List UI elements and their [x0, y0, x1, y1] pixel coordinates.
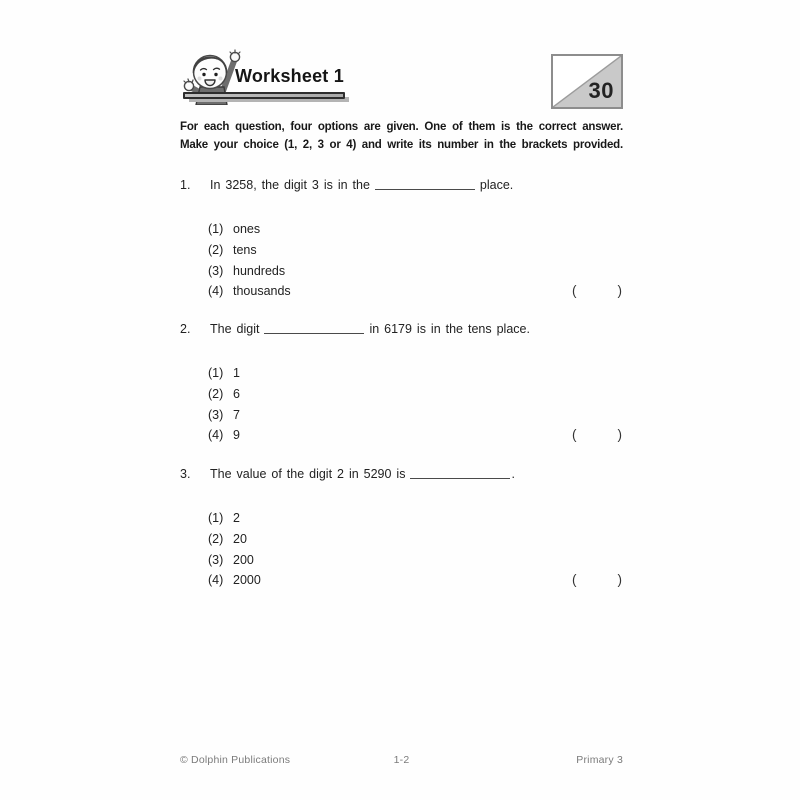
option-row: [208, 427, 623, 443]
option-label: 2: [233, 511, 240, 525]
bracket-close: ): [617, 283, 622, 299]
worksheet-header: [180, 45, 623, 117]
option-number: (4): [208, 573, 224, 588]
options-list: [208, 510, 623, 588]
footer-copyright: © Dolphin Publications: [180, 754, 291, 766]
page-title: Worksheet 1: [235, 66, 344, 86]
question-number: 2.: [180, 322, 191, 336]
option-row: [208, 263, 623, 279]
option-number: (4): [208, 284, 224, 299]
option-row: [208, 407, 623, 423]
option-number: (3): [208, 407, 224, 422]
question-number: 1.: [180, 178, 191, 192]
bracket-close: ): [617, 572, 622, 588]
option-number: (1): [208, 366, 224, 380]
option-row: [208, 552, 623, 568]
option-row: [208, 365, 623, 381]
option-row: [208, 531, 623, 547]
option-number: (2): [208, 242, 224, 257]
option-label: ones: [233, 222, 261, 236]
option-number: (2): [208, 531, 224, 546]
option-row: [208, 572, 623, 588]
option-label: 20: [233, 531, 247, 546]
option-label: thousands: [233, 284, 291, 299]
bracket-open: (: [572, 572, 577, 588]
options-list: [208, 221, 623, 299]
option-number: (3): [208, 552, 224, 567]
question-number: 3.: [180, 467, 191, 481]
option-number: (1): [208, 511, 224, 525]
option-label: 200: [233, 552, 254, 567]
option-row: [208, 242, 623, 258]
bracket-close: ): [617, 427, 622, 443]
question-text: The value of the digit 2 in 5290 is .: [210, 467, 515, 481]
question-text-row: [180, 177, 623, 194]
option-row: [208, 386, 623, 402]
answer-brackets: [572, 427, 622, 443]
question-text-row: [180, 321, 623, 338]
option-label: tens: [233, 242, 257, 257]
answer-brackets: [572, 283, 622, 299]
question-text: In 3258, the digit 3 is in the place.: [210, 178, 514, 192]
answer-blank: [375, 178, 475, 190]
question-block-2: [180, 321, 623, 443]
question-text-row: [180, 466, 623, 483]
instruction-line-2: Make your choice (1, 2, 3 or 4) and write its number in the brackets provided.: [180, 138, 623, 151]
option-number: (4): [208, 428, 224, 443]
option-row: [208, 510, 623, 526]
option-label: 1: [233, 366, 240, 380]
page-footer: [180, 754, 623, 766]
bracket-open: (: [572, 283, 577, 299]
option-number: (2): [208, 386, 224, 401]
options-list: [208, 365, 623, 443]
option-label: 7: [233, 407, 240, 422]
footer-level: Primary 3: [576, 754, 623, 766]
question-text: The digit in 6179 is in the tens place.: [210, 322, 530, 336]
answer-blank: [264, 322, 364, 334]
option-label: 6: [233, 386, 240, 401]
option-number: (3): [208, 263, 224, 278]
question-block-1: [180, 177, 623, 299]
footer-page-number: 1-2: [393, 754, 410, 766]
option-row: [208, 221, 623, 237]
answer-brackets: [572, 572, 622, 588]
bracket-open: (: [572, 427, 577, 443]
score-value: 30: [588, 78, 614, 103]
option-number: (1): [208, 222, 224, 236]
instruction-line-1: For each question, four options are given. One of them is the correct answer.: [180, 121, 623, 133]
option-label: 9: [233, 428, 240, 443]
instructions: [180, 119, 623, 154]
question-block-3: [180, 466, 623, 588]
option-row: [208, 283, 623, 299]
option-label: 2000: [233, 573, 261, 588]
score-box: [551, 54, 623, 109]
option-label: hundreds: [233, 263, 286, 278]
title-underline-bar: [183, 92, 345, 99]
answer-blank: [410, 467, 510, 479]
